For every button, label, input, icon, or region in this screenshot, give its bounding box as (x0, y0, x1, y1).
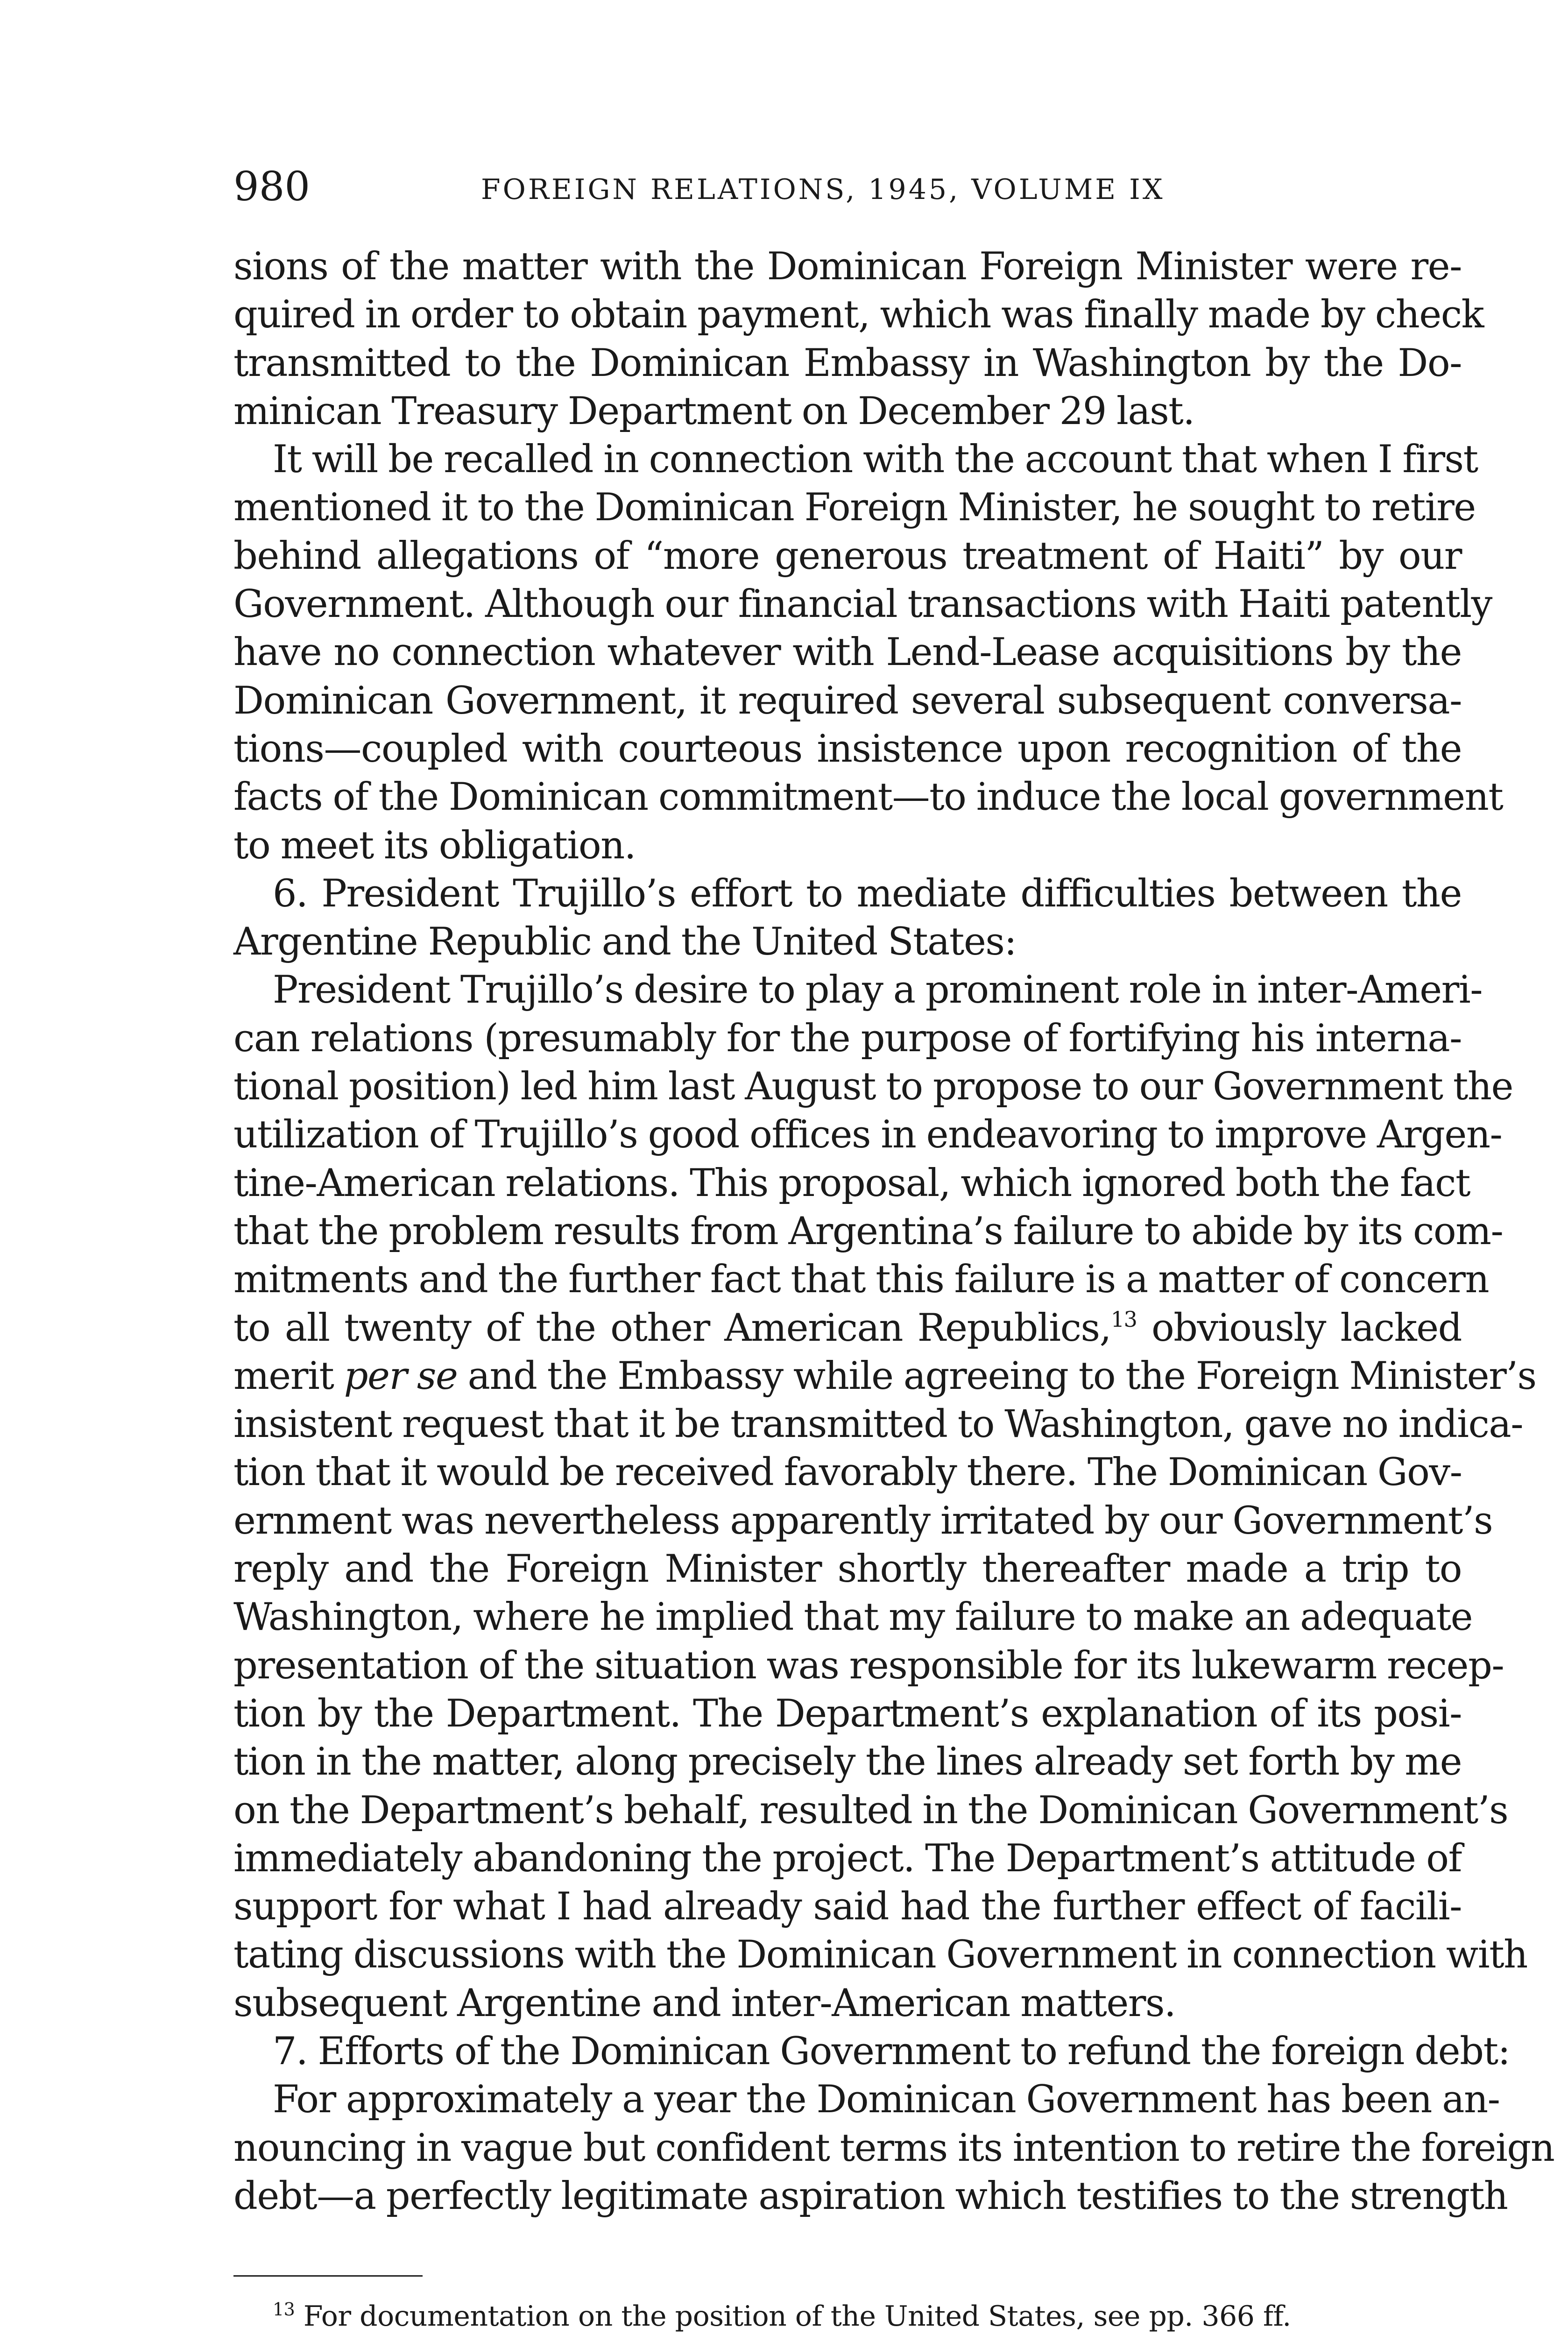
section-heading-line: 7. Efforts of the Dominican Government to refund the foreign debt: (273, 2029, 1510, 2073)
text-line: mentioned it to the Dominican Foreign Minister, he sought to retire (233, 486, 1476, 530)
text-line: nouncing in vague but confident terms its intention to retire the foreign (233, 2126, 1554, 2170)
footnote-reference: 13 (1110, 1306, 1137, 1332)
text-line: tine-American relations. This proposal, which ignored both the fact (233, 1161, 1470, 1205)
text-line: Dominican Government, it required several subsequent conversa- (233, 679, 1462, 723)
text-segment: obviously lacked (1137, 1306, 1462, 1350)
running-head: FOREIGN RELATIONS, 1945, VOLUME IX (481, 173, 1165, 206)
text-line: presentation of the situation was responsible for its lukewarm recep- (233, 1643, 1504, 1688)
text-line: Government. Although our financial transactions with Haiti patently (233, 582, 1492, 627)
text-line: can relations (presumably for the purpose of fortifying his interna- (233, 1016, 1462, 1061)
text-line (233, 1304, 1462, 1352)
text-line: tion in the matter, along precisely the lines already set forth by me (233, 1740, 1462, 1784)
section-heading-line: 6. President Trujillo’s effort to mediate difficulties between the (273, 871, 1462, 916)
text-line: utilization of Trujillo’s good offices in endeavoring to improve Argen- (233, 1113, 1502, 1157)
text-line: to meet its obligation. (233, 823, 636, 868)
footnote (233, 2298, 1501, 2335)
text-line (233, 1352, 1536, 1401)
text-line: behind allegations of “more generous treatment of Haiti” by our (233, 534, 1462, 578)
text-line: ernment was nevertheless apparently irritated by our Government’s (233, 1499, 1493, 1543)
section-heading-line: Argentine Republic and the United States: (233, 920, 1017, 964)
body-text (233, 243, 1554, 2221)
text-line: minican Treasury Department on December 29 last. (233, 389, 1194, 433)
text-line: Washington, where he implied that my failure to make an adequate (233, 1595, 1473, 1640)
page-number: 980 (233, 163, 311, 210)
text-line: subsequent Argentine and inter-American matters. (233, 1981, 1176, 2025)
text-line: President Trujillo’s desire to play a prominent role in inter-Ameri- (273, 968, 1483, 1012)
text-segment: to all twenty of the other American Republics, (233, 1306, 1111, 1350)
text-line: For approximately a year the Dominican Government has been an- (273, 2078, 1500, 2122)
text-line: reply and the Foreign Minister shortly thereafter made a trip to (233, 1547, 1462, 1592)
text-line: sions of the matter with the Dominican Foreign Minister were re- (233, 245, 1462, 289)
text-line: mitments and the further fact that this failure is a matter of concern (233, 1258, 1489, 1302)
text-line: tional position) led him last August to propose to our Government the (233, 1065, 1513, 1109)
text-line: immediately abandoning the project. The Department’s attitude of (233, 1836, 1462, 1881)
text-line: quired in order to obtain payment, which was finally made by check (233, 293, 1484, 337)
text-line: have no connection whatever with Lend-Lease acquisitions by the (233, 630, 1462, 675)
text-line: facts of the Dominican commitment—to induce the local government (233, 775, 1503, 820)
text-line: debt—a perfectly legitimate aspiration which testifies to the strength (233, 2174, 1508, 2218)
text-line: tating discussions with the Dominican Government in connection with (233, 1933, 1527, 1977)
text-line: tions—coupled with courteous insistence upon recognition of the (233, 727, 1462, 771)
text-line: tion by the Department. The Department’s explanation of its posi- (233, 1691, 1462, 1736)
text-line: It will be recalled in connection with the account that when I first (273, 438, 1478, 482)
text-line: support for what I had already said had the further effect of facili- (233, 1885, 1462, 1929)
text-segment: and the Embassy while agreeing to the Foreign Minister’s (457, 1354, 1536, 1398)
text-line: on the Department’s behalf, resulted in the Dominican Government’s (233, 1788, 1508, 1833)
footnote-marker: 13 (273, 2299, 295, 2320)
text-line: that the problem results from Argentina’s failure to abide by its com- (233, 1209, 1503, 1253)
text-line: tion that it would be received favorably there. The Dominican Gov- (233, 1451, 1462, 1495)
page-header (233, 161, 1462, 212)
footnote-divider (233, 2275, 423, 2277)
text-segment: merit (233, 1354, 344, 1398)
italic-phrase: per se (344, 1354, 458, 1398)
text-line: transmitted to the Dominican Embassy in Washington by the Do- (233, 341, 1462, 385)
footnote-text: For documentation on the position of the United States, see pp. 366 ff. (295, 2300, 1291, 2333)
text-line: insistent request that it be transmitted to Washington, gave no indica- (233, 1402, 1523, 1447)
